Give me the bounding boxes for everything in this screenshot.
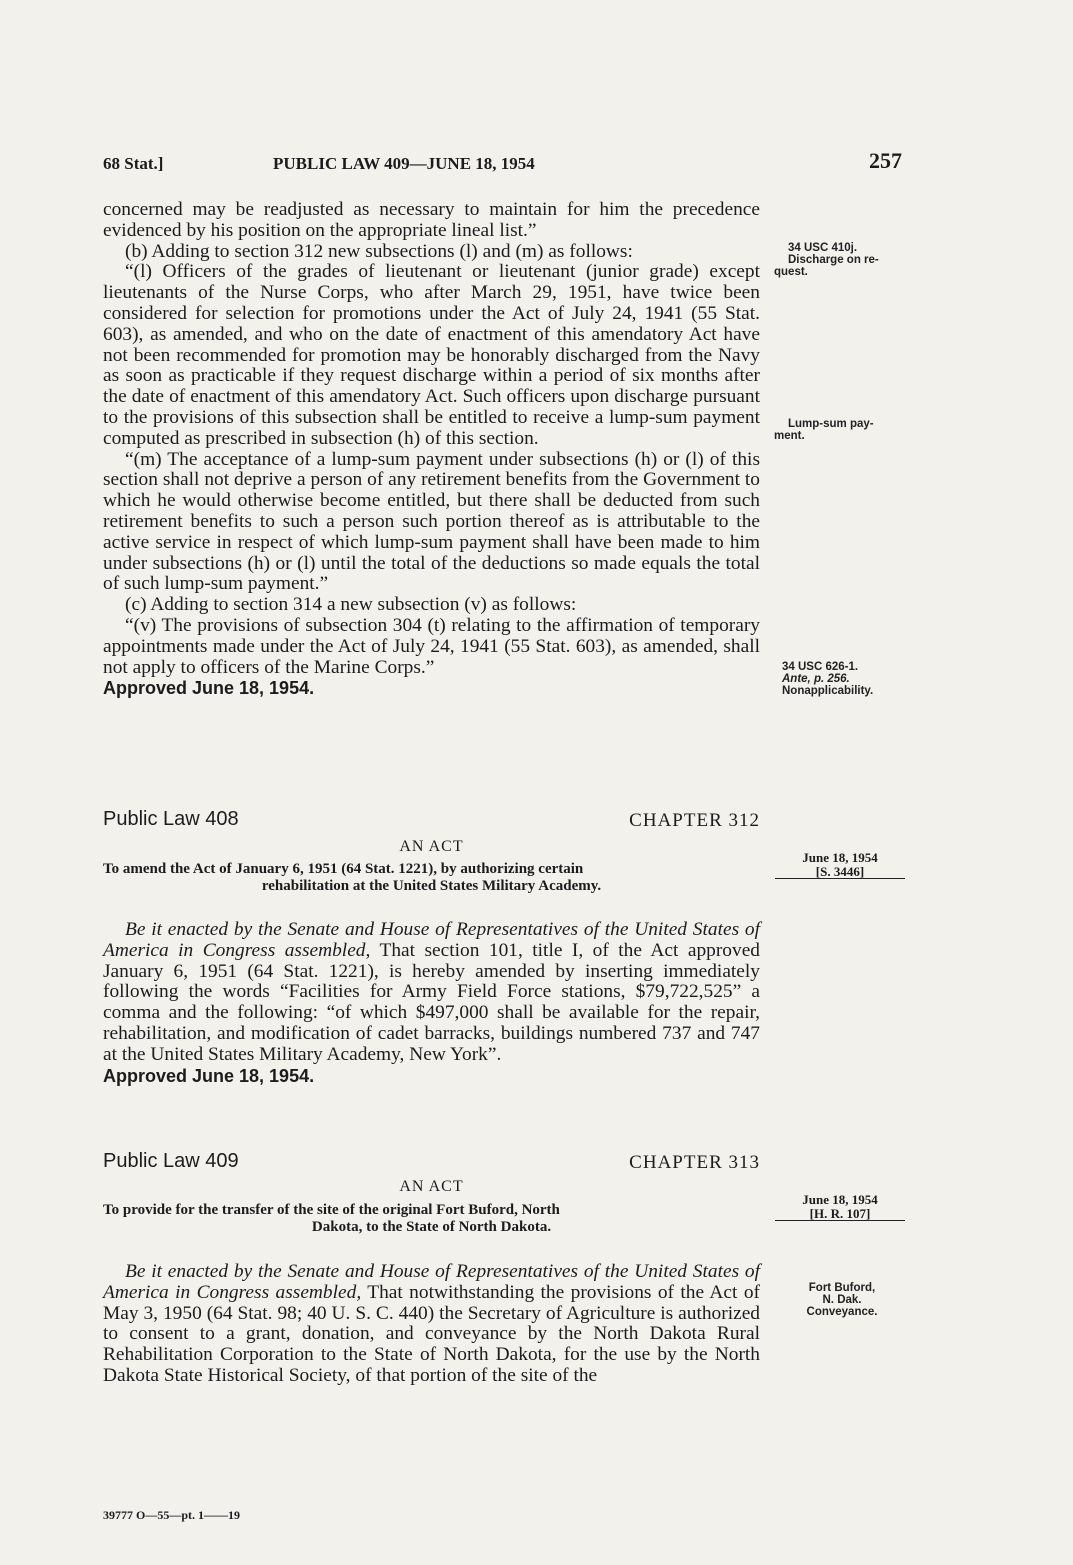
chapter-number: CHAPTER 312 [629,810,760,831]
chapter-number: CHAPTER 313 [629,1152,760,1173]
law-408-text: Be it enacted by the Senate and House of Representatives of the United States of America in Congress assembled, That section 101, title I, of the Act approved January 6, 1951 (64 Stat. 1221), is hereby amended by inserting immediately following the words “Facilities for Army Field Force stations, $79,722,525” a comma and the following: “of which $497,000 shall be available for the repair, rehabilitation, and modification of cadet barracks, buildings numbered 737 and 747 at the United States Military Academy, New York”. Approved June 18, 1954. [103,919,760,1086]
header-title: PUBLIC LAW 409—JUNE 18, 1954 [273,154,535,173]
approval-line: Approved June 18, 1954. [103,678,315,699]
margin-note-410j: 34 USC 410j. Discharge on re- quest. [774,242,879,278]
law-number: Public Law 409 [103,1150,239,1172]
law-number: Public Law 408 [103,808,239,830]
paragraph: (b) Adding to section 312 new subsections (l) and (m) as follows: [125,240,633,262]
act-title: To provide for the transfer of the site of the original Fort Buford, North Dakota, to the State of North Dakota. [103,1202,560,1235]
an-act-heading: AN ACT [399,838,464,855]
enacting-clause: Be it enacted by the Senate and House of Representatives of the United States of America in Congress assembled, [103,919,760,961]
law-409-text: Be it enacted by the Senate and House of Representatives of the United States of America in Congress assembled, That notwithstanding the provisions of the Act of May 3, 1950 (64 Stat. 98; 40 U. S. C. 440) the Secretary of Agriculture is authorized to consent to a grant, donation, and conveyance by the North Dakota Rural Rehabilitation Corporation to the State of North Dakota, for the use by the North Dakota State Historical Society, of that portion of the site of the [103,1261,760,1386]
an-act-heading: AN ACT [399,1178,464,1195]
law-408-date-note: June 18, 1954 [S. 3446] [775,851,905,879]
enacting-clause: Be it enacted by the Senate and House of Representatives of the United States of America in Congress assembled, [103,1261,760,1303]
page-number: 257 [869,148,902,173]
paragraph: (c) Adding to section 314 a new subsection (v) as follows: [125,594,577,616]
paragraph: concerned may be readjusted as necessary to maintain for him the precedence evidenced by his position on the appropriate lineal list.” [103,199,760,241]
margin-note-fort-buford: Fort Buford, N. Dak. Conveyance. [806,1282,878,1318]
law-408-heading [103,808,760,836]
printer-footer: 39777 O—55—pt. 1——19 [103,1508,241,1522]
continuation-text [103,200,760,699]
approval-line: Approved June 18, 1954. [103,1065,315,1086]
act-title: To amend the Act of January 6, 1951 (64 Stat. 1221), by authorizing certain rehabilitation at the United States Military Academy. [103,861,602,894]
law-409-date-note: June 18, 1954 [H. R. 107] [775,1193,905,1221]
law-409-heading [103,1150,760,1178]
running-header [103,148,903,178]
paragraph: “(l) Officers of the grades of lieutenant or lieutenant (junior grade) except lieutenants of the Nurse Corps, who after March 29, 1951, have twice been considered for selection for promotions under the Act of July 24, 1941 (55 Stat. 603), as amended, and who on the date of enactment of this amendatory Act have not been recommended for promotion may be honorably discharged from the Navy as soon as practicable if they request discharge within a period of six months after the date of enactment of this amendatory Act. Such officers upon discharge pursuant to the provisions of this subsection shall be entitled to receive a lump-sum payment computed as prescribed in subsection (h) of this section. [103,261,760,449]
margin-note-626: 34 USC 626-1. Ante, p. 256. Nonapplicability. [782,661,874,697]
margin-note-lump-sum: Lump-sum pay- ment. [774,418,874,442]
paragraph: “(m) The acceptance of a lump-sum payment under subsections (h) or (l) of this section shall not deprive a person of any retirement benefits from the Government to which he would otherwise become entitled, but there shall be deducted from such retirement benefits to such a person such portion thereof as is attributable to the active service in respect of which lump-sum payment shall have been made to him under subsections (h) or (l) until the total of the deductions so made equals the total of such lump-sum payment.” [103,448,760,595]
paragraph: “(v) The provisions of subsection 304 (t) relating to the affirmation of temporary appointments made under the Act of July 24, 1941 (55 Stat. 603), as amended, shall not apply to officers of the Marine Corps.” [103,614,760,678]
statute-volume: 68 Stat.] [103,154,164,173]
